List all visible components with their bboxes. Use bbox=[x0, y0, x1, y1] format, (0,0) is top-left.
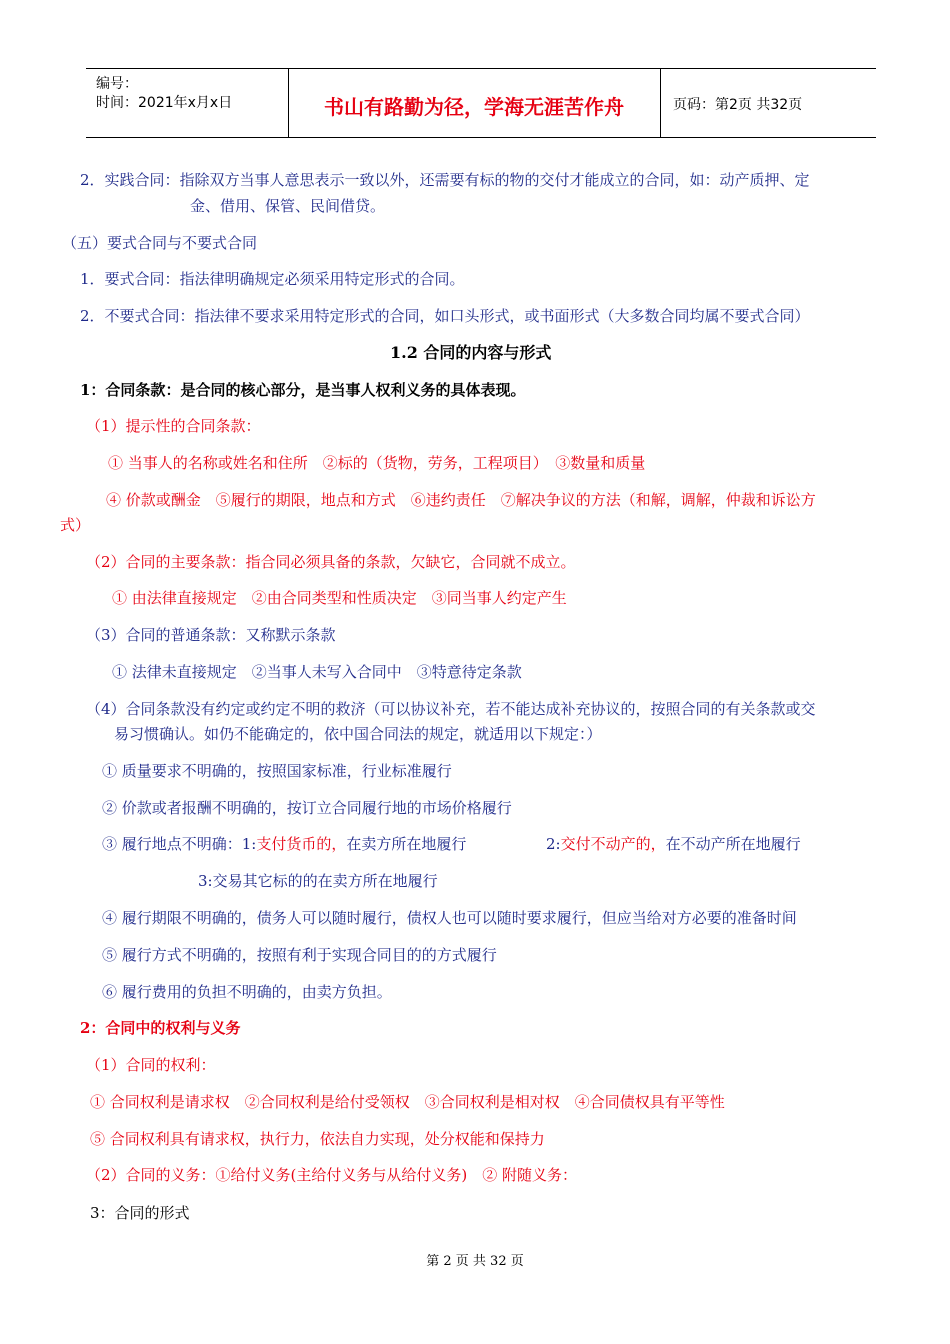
text-line: 2．不要式合同：指法律不要求采用特定形式的合同，如口头形式，或书面形式（大多数合同均属不要式合同） bbox=[80, 307, 810, 325]
text-line: ① 合同权利是请求权 ②合同权利是给付受领权 ③合同权利是相对权 ④合同债权具有平等性 bbox=[90, 1093, 725, 1111]
text-line: （2）合同的主要条款：指合同必须具备的条款，欠缺它，合同就不成立。 bbox=[86, 553, 576, 571]
page-footer: 第 2 页 共 32 页 bbox=[426, 1254, 524, 1269]
text-line: 1．要式合同：指法律明确规定必须采用特定形式的合同。 bbox=[80, 270, 465, 288]
motto: 书山有路勤为径，学海无涯苦作舟 bbox=[324, 95, 624, 119]
text-line: 1：合同条款：是合同的核心部分，是当事人权利义务的具体表现。 bbox=[80, 381, 526, 399]
section-title: 1.2 合同的内容与形式 bbox=[390, 343, 552, 362]
text-line: ⑤ 履行方式不明确的，按照有利于实现合同目的的方式履行 bbox=[102, 946, 497, 964]
text-line: ④ 价款或酬金 ⑤履行的期限，地点和方式 ⑥违约责任 ⑦解决争议的方法（和解，调解，仲裁和诉讼方 bbox=[106, 491, 816, 509]
text-segment: 交付不动产的， bbox=[560, 835, 666, 853]
text-segment: 在卖方所在地履行 bbox=[346, 835, 467, 853]
text-line: ⑥ 履行费用的负担不明确的，由卖方负担。 bbox=[102, 983, 392, 1001]
text-line: ① 法律未直接规定 ②当事人未写入合同中 ③特意待定条款 bbox=[112, 663, 522, 681]
text-line: 2：合同中的权利与义务 bbox=[80, 1019, 241, 1037]
text-line bbox=[102, 834, 466, 854]
text-line: ① 当事人的名称或姓名和住所 ②标的（货物，劳务，工程项目） ③数量和质量 bbox=[108, 454, 646, 472]
text-segment: ③ 履行地点不明确：1: bbox=[102, 835, 257, 853]
text-line: ① 由法律直接规定 ②由合同类型和性质决定 ③同当事人约定产生 bbox=[112, 589, 567, 607]
time-label: 时间：2021年x月x日 bbox=[96, 95, 233, 111]
text-line: （1）提示性的合同条款： bbox=[86, 417, 261, 435]
header-motto-cell bbox=[288, 69, 661, 137]
text-line: ④ 履行期限不明确的，债务人可以随时履行，债权人也可以随时要求履行，但应当给对方必要的准备时间 bbox=[102, 909, 797, 927]
text-line: 3：合同的形式 bbox=[90, 1204, 190, 1222]
text-line: （1）合同的权利： bbox=[86, 1056, 216, 1074]
text-line: 2．实践合同：指除双方当事人意思表示一致以外，还需要有标的物的交付才能成立的合同，如：动产质押、定 bbox=[80, 171, 810, 189]
header-page-cell bbox=[661, 69, 876, 137]
header-info-cell bbox=[86, 69, 289, 137]
text-line: ⑤ 合同权利具有请求权，执行力，依法自力实现，处分权能和保持力 bbox=[90, 1130, 545, 1148]
text-line: （3）合同的普通条款：又称默示条款 bbox=[86, 626, 336, 644]
header-table bbox=[86, 68, 876, 138]
text-segment: 2: bbox=[546, 835, 561, 853]
serial-label: 编号： bbox=[96, 76, 138, 92]
text-segment: 在不动产所在地履行 bbox=[665, 835, 801, 853]
text-line bbox=[546, 834, 801, 854]
text-line: 式） bbox=[60, 516, 91, 534]
text-line: ② 价款或者报酬不明确的，按订立合同履行地的市场价格履行 bbox=[102, 799, 512, 817]
text-line: 易习惯确认。如仍不能确定的，依中国合同法的规定，就适用以下规定：） bbox=[114, 725, 602, 743]
page-label: 页码：第2页 共32页 bbox=[673, 97, 803, 113]
text-line: （五）要式合同与不要式合同 bbox=[62, 234, 258, 252]
text-line: （2）合同的义务：①给付义务(主给付义务与从给付义务) ② 附随义务： bbox=[86, 1166, 578, 1184]
text-segment: 支付货币的， bbox=[256, 835, 347, 853]
text-line: 3:交易其它标的的在卖方所在地履行 bbox=[198, 872, 438, 890]
text-line: ① 质量要求不明确的，按照国家标准，行业标准履行 bbox=[102, 762, 452, 780]
text-line: 金、借用、保管、民间借贷。 bbox=[190, 197, 386, 215]
text-line: （4）合同条款没有约定或约定不明的救济（可以协议补充，若不能达成补充协议的，按照合同的有关条款或交 bbox=[86, 700, 816, 718]
